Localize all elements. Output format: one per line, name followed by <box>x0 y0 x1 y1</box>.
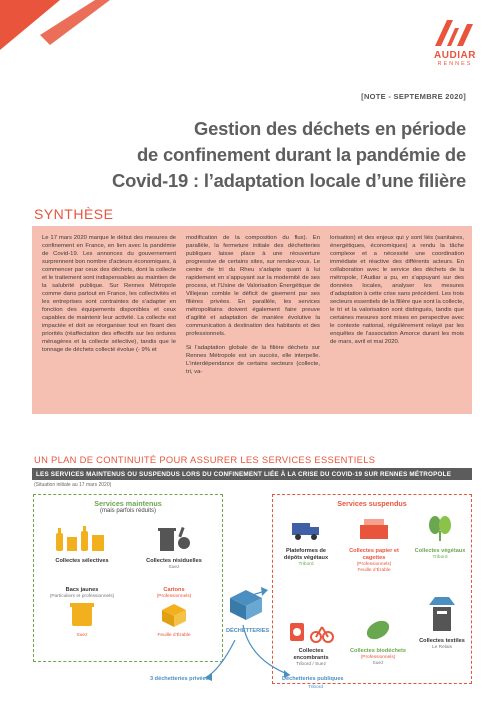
item-label: Plateformes de dépôts végétaux <box>283 548 329 561</box>
item-label: Collectes végétaux <box>414 548 466 554</box>
item-operator: Le Relais <box>432 645 452 650</box>
item-label: Collectes sélectives <box>55 558 109 564</box>
suspended-heading: Services suspendus <box>337 499 407 508</box>
item-label: Cartons <box>163 587 185 593</box>
item-audience: (Professionnels) <box>156 594 192 599</box>
logo-city: RENNES <box>437 61 473 67</box>
maintained-subheading: (mais parfois réduits) <box>99 508 156 514</box>
item-audience: (Professionnels) <box>356 562 392 567</box>
synthese-paragraph: Si l’adaptation globale de la filière déchets sur Rennes Métropole est un succès, elle interpelle. L’interdépendance de certains secteurs (collecte, tri, va- <box>186 345 320 375</box>
plan-banner: LES SERVICES MAINTENUS OU SUSPENDUS LORS DU CONFINEMENT LIÉE À LA CRISE DU COVID-19 SUR RENNES MÉTROPOLE <box>32 468 472 480</box>
plan-situation: (Situation initiale au 17 mars 2020) <box>34 482 112 488</box>
maintained-heading: Services maintenus <box>94 499 162 508</box>
public-dechetteries-label: Déchetteries publiques <box>282 676 344 682</box>
item-operator: Suez <box>372 661 384 666</box>
private-dechetteries-label: 3 déchetteries privées <box>150 676 209 682</box>
title-line-2: de confinement durant la pandémie de <box>137 144 466 165</box>
note-date: [NOTE - SEPTEMBRE 2020] <box>361 92 466 101</box>
dechetteries-label: DÉCHETTERIES <box>226 628 270 634</box>
item-audience: (Professionnels) <box>360 655 396 660</box>
item-operator: Suez <box>168 565 180 570</box>
title-line-1: Gestion des déchets en période <box>194 118 466 139</box>
synthese-paragraph: lorisation) et des enjeux qui y sont liés (sanitaires, énergétiques, économiques) a rendu la tâche complexe et a nécessité une coordination immédiate et réactive des différents acteurs. En collaboration avec le service des déchets de la métropole, l’Audiar a pu, en s’appuyant sur des données locales, analyser les mesures d’adaptation à cette crise sans précédent. Les trois secteurs essentiels de la filière que sont la collecte, le tri et la valorisation sont distingués, tandis que certaines mesures sont mises en perspective avec le contexte national, régulièrement relayé par les enquêtes de l’association Amorce durant les mois de mars, avril et mai 2020. <box>330 235 464 345</box>
item-label: Bacs jaunes <box>65 587 99 593</box>
item-audience: (Particuliers et professionnels) <box>49 594 115 599</box>
item-label: Collectes encombrants <box>293 648 329 661</box>
item-operator: Suez <box>76 633 88 638</box>
logo-name: AUDIAR <box>434 50 476 61</box>
synthese-paragraph: modification de la composition du flux). En parallèle, la fermeture initiale des déchetteries publiques laisse place à une réouverture progressive de certains sites, sur rendez-vous. Le centre de tri du Rheu s’adapte quant à lui rapidement en s’appuyant sur la modernité de ses process, et l’Usine de Valorisation Énergétique de Villejean comble le déficit de gisement par ses filières privées. En parallèle, les services métropolitains doivent également faire preuve d’agilité et adaptation de manière évolutive la communication à destination des habitants et des professionnels. <box>186 235 320 337</box>
item-label: Collectes résiduelles <box>146 558 202 564</box>
synthese-paragraph: Le 17 mars 2020 marque le début des mesures de confinement en France, en lien avec la pandémie de Covid-19. Les annonces du gouvernement surprennent bon nombre d’acteurs économiques, à commencer par ceux des déchets, dont la collecte et le traitement sont indispensables au maintien de la salubrité publique. Sur Rennes Métropole comme dans partout en France, les collectivités et les entreprises sont contraintes de s’adapter en fonction des équipements disponibles et ceux capables de maintenir leur activité. La collecte est impactée et doit se réorganiser tout en fixant des priorités (réaffectation des effectifs sur les ordures ménagères et la collecte sélective), tandis que le tonnage de déchets collecté évolue (- 9% et <box>42 235 176 353</box>
item-label: Collectes papier et cagettes <box>349 548 399 561</box>
public-dechetteries-operator: Tribord <box>308 685 324 690</box>
item-operator: Feuille d’Érable <box>357 568 391 573</box>
item-operator: Tribord / Suez <box>296 662 326 667</box>
item-operator: Feuille d’Érable <box>157 633 191 638</box>
plan-heading: UN PLAN DE CONTINUITÉ POUR ASSURER LES SERVICES ESSENTIELS <box>34 454 376 465</box>
dechetteries-icon <box>230 590 262 620</box>
title-line-3: Covid-19 : l’adaptation locale d’une filière <box>112 170 466 191</box>
item-operator: Tribord <box>298 562 314 567</box>
item-label: Collectes textiles <box>419 638 465 644</box>
item-label: Collectes biodéchets <box>350 648 406 654</box>
synthese-heading: SYNTHÈSE <box>34 206 114 222</box>
item-operator: Tribord <box>432 555 448 560</box>
